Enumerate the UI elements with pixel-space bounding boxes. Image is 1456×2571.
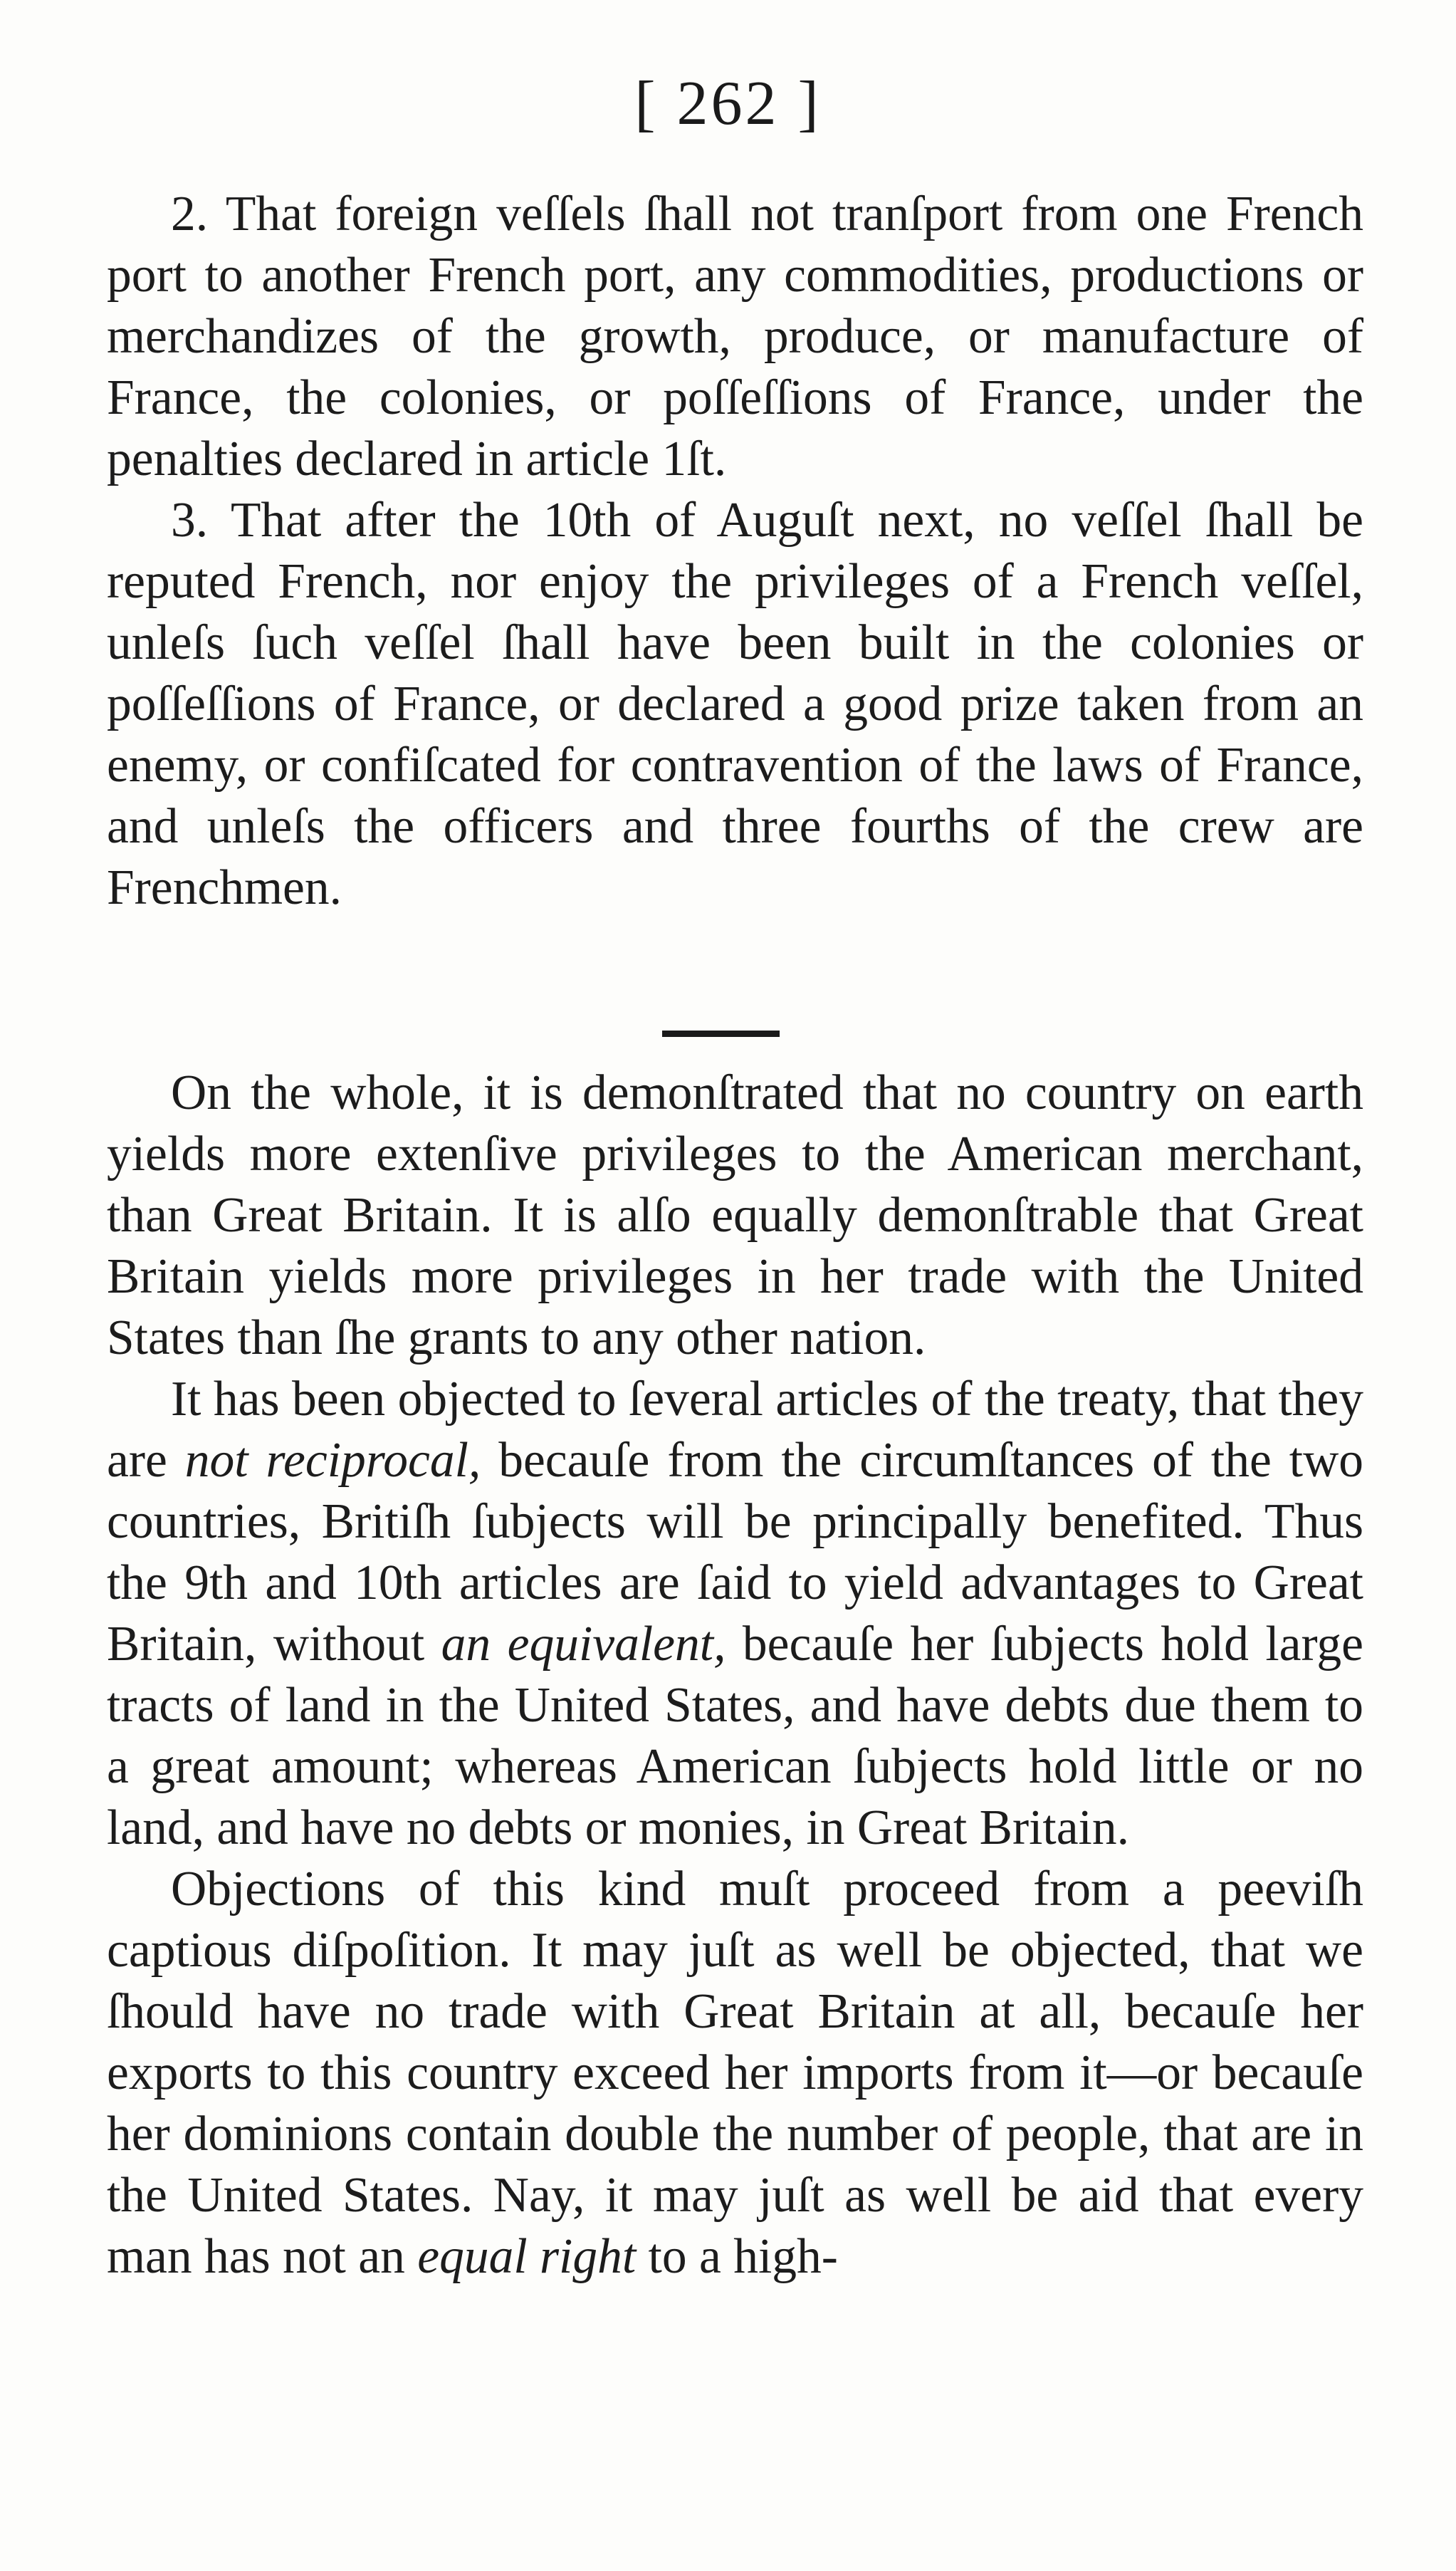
article-3-paragraph: 3. That after the 10th of Auguſt next, no veſſel ſhall be reputed French, nor enjoy the privileges of a French veſſel, unleſs ſuch veſſel ſhall have been built in the colonies or poſſeſſions of France, or declared a good prize taken from an enemy, or confiſcated for contravention of the laws of France, and unleſs the officers and three fourths of the crew are Frenchmen. [107, 493, 1363, 915]
objections-paragraph [107, 1859, 1363, 2288]
page-number: [ 262 ] [634, 69, 822, 138]
text-run: It has been objected to ſeveral articles of the treaty, that they are [107, 1372, 1363, 1488]
whole-demonstrated-paragraph: On the whole, it is demonſtrated that no country on earth yields more extenſive privileges to the American merchant, than Great Britain. It is alſo equally demonſtrable that Great Britain yields more privileges in her trade with the United States than ſhe grants to any other nation. [107, 1065, 1363, 1365]
article-2-paragraph: 2. That foreign veſſels ſhall not tranſport from one French port to another French port, any commodities, productions or merchandizes of the growth, produce, or manufacture of France, the colonies, or poſſeſſions of France, under the penalties declared in article 1ſt. [107, 187, 1363, 486]
objected-paragraph [107, 1369, 1363, 1859]
section-divider [662, 1031, 780, 1037]
text-run: to a high- [636, 2229, 838, 2284]
resolution-articles [107, 184, 1363, 919]
italic-phrase: an equivalent, [441, 1617, 726, 1672]
text-run: becauſe her ſubjects hold large tracts of land in the United States, and have debts due them to a great amount; whereas American ſubjects hold little or no land, and have no debts or monies, in Great Britain. [107, 1617, 1363, 1855]
commentary-text [107, 1063, 1363, 2288]
italic-phrase: equal right [417, 2229, 637, 2284]
text-run: Objections of this kind muſt proceed from a peeviſh captious diſpoſition. It may juſt as well be objected, that we ſhould have no trade with Great Britain at all, becauſe her exports to this country exceed her imports from it—or becauſe her dominions contain double the number of people, that are in the United States. Nay, it may juſt as well be aid that every man has not an [107, 1862, 1363, 2284]
italic-phrase: not reciprocal, [184, 1433, 481, 1488]
text-run: becauſe from the circumſtances of the two countries, Britiſh ſubjects will be principally benefited. Thus the 9th and 10th articles are ſaid to yield advantages to Great Britain, without [107, 1433, 1364, 1672]
